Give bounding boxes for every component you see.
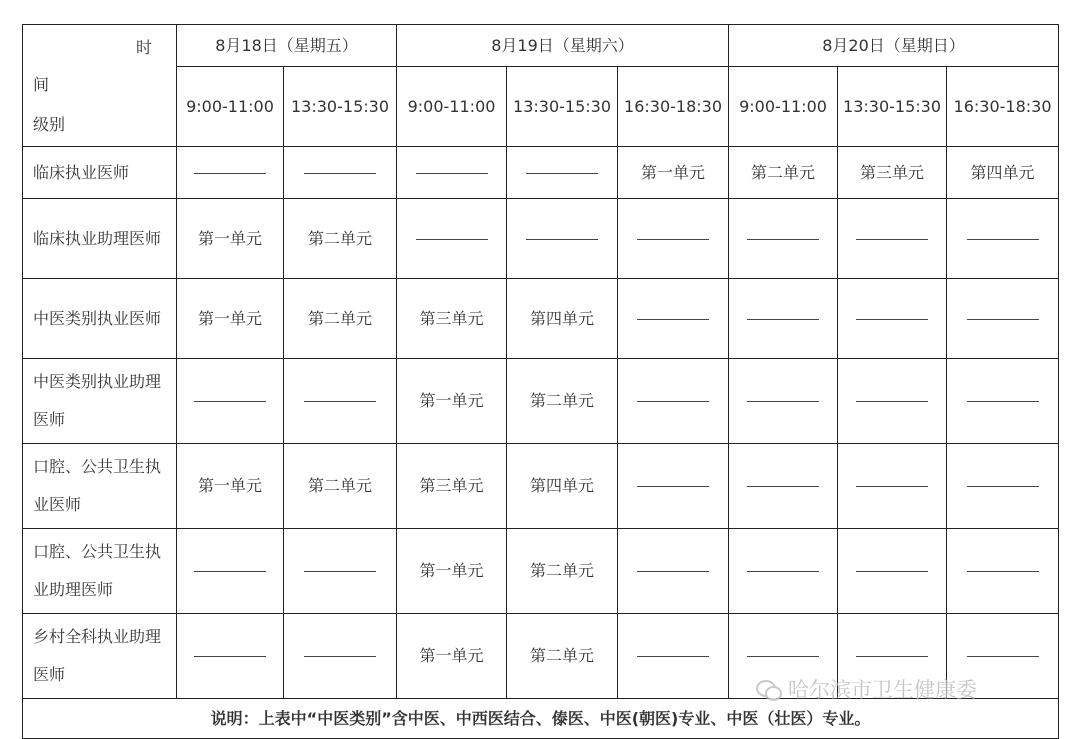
watermark xyxy=(756,674,977,704)
empty-cell xyxy=(618,279,729,359)
dash-line xyxy=(856,571,928,572)
dash-line xyxy=(526,239,598,240)
slot-header: 13:30-15:30 xyxy=(507,67,618,147)
day-header: 8月19日（星期六） xyxy=(397,25,729,67)
empty-cell xyxy=(618,614,729,699)
empty-cell xyxy=(838,279,947,359)
empty-cell xyxy=(507,147,618,199)
dash-line xyxy=(637,656,709,657)
exam-unit-cell: 第四单元 xyxy=(507,444,618,529)
exam-unit-cell: 第一单元 xyxy=(397,529,507,614)
dash-line xyxy=(747,486,819,487)
table-row xyxy=(23,147,1059,199)
row-label: 口腔、公共卫生执业医师 xyxy=(23,444,177,529)
table-row xyxy=(23,444,1059,529)
day-header: 8月18日（星期五） xyxy=(177,25,397,67)
empty-cell xyxy=(397,199,507,279)
dash-line xyxy=(637,571,709,572)
exam-unit-cell: 第一单元 xyxy=(177,444,284,529)
exam-unit-cell: 第二单元 xyxy=(284,199,397,279)
exam-unit-cell: 第一单元 xyxy=(397,614,507,699)
slot-header: 13:30-15:30 xyxy=(838,67,947,147)
slot-header: 9:00-11:00 xyxy=(397,67,507,147)
exam-unit-cell: 第二单元 xyxy=(729,147,838,199)
empty-cell xyxy=(618,359,729,444)
row-label: 中医类别执业医师 xyxy=(23,279,177,359)
empty-cell xyxy=(177,359,284,444)
exam-unit-cell: 第一单元 xyxy=(397,359,507,444)
dash-line xyxy=(856,401,928,402)
slot-header: 9:00-11:00 xyxy=(177,67,284,147)
empty-cell xyxy=(838,529,947,614)
empty-cell xyxy=(177,614,284,699)
exam-schedule-table xyxy=(22,24,1059,739)
dash-line xyxy=(637,239,709,240)
corner-time-label: 时 xyxy=(135,37,152,57)
empty-cell xyxy=(947,359,1059,444)
table-row xyxy=(23,279,1059,359)
corner-time-label-2: 间 xyxy=(33,74,50,94)
exam-unit-cell: 第二单元 xyxy=(507,359,618,444)
dash-line xyxy=(416,239,488,240)
empty-cell xyxy=(729,359,838,444)
exam-unit-cell: 第二单元 xyxy=(284,444,397,529)
empty-cell xyxy=(729,279,838,359)
table-row xyxy=(23,529,1059,614)
dash-line xyxy=(747,656,819,657)
dash-line xyxy=(526,173,598,174)
dash-line xyxy=(967,401,1039,402)
empty-cell xyxy=(618,529,729,614)
empty-cell xyxy=(947,199,1059,279)
exam-unit-cell: 第一单元 xyxy=(177,279,284,359)
exam-unit-cell: 第四单元 xyxy=(507,279,618,359)
empty-cell xyxy=(947,279,1059,359)
slot-header: 16:30-18:30 xyxy=(947,67,1059,147)
empty-cell xyxy=(729,444,838,529)
dash-line xyxy=(304,173,376,174)
dash-line xyxy=(856,486,928,487)
dash-line xyxy=(856,239,928,240)
empty-cell xyxy=(618,444,729,529)
empty-cell xyxy=(284,529,397,614)
dash-line xyxy=(194,571,266,572)
dash-line xyxy=(747,239,819,240)
dash-line xyxy=(194,656,266,657)
dash-line xyxy=(304,656,376,657)
dash-line xyxy=(304,571,376,572)
exam-unit-cell: 第二单元 xyxy=(507,614,618,699)
dash-line xyxy=(747,571,819,572)
day-header: 8月20日（星期日） xyxy=(729,25,1059,67)
empty-cell xyxy=(947,529,1059,614)
dash-line xyxy=(967,656,1039,657)
dash-line xyxy=(304,401,376,402)
dash-line xyxy=(194,173,266,174)
row-label: 乡村全科执业助理医师 xyxy=(23,614,177,699)
dash-line xyxy=(747,319,819,320)
empty-cell xyxy=(838,444,947,529)
empty-cell xyxy=(507,199,618,279)
slot-header: 16:30-18:30 xyxy=(618,67,729,147)
empty-cell xyxy=(284,614,397,699)
exam-unit-cell: 第二单元 xyxy=(284,279,397,359)
dash-line xyxy=(194,401,266,402)
exam-unit-cell: 第二单元 xyxy=(507,529,618,614)
exam-unit-cell: 第三单元 xyxy=(838,147,947,199)
header-corner xyxy=(23,25,177,147)
empty-cell xyxy=(729,199,838,279)
empty-cell xyxy=(618,199,729,279)
dash-line xyxy=(637,486,709,487)
empty-cell xyxy=(284,359,397,444)
dash-line xyxy=(747,401,819,402)
table-row xyxy=(23,359,1059,444)
empty-cell xyxy=(838,359,947,444)
row-label: 中医类别执业助理医师 xyxy=(23,359,177,444)
dash-line xyxy=(416,173,488,174)
slot-header: 13:30-15:30 xyxy=(284,67,397,147)
dash-line xyxy=(856,656,928,657)
exam-unit-cell: 第一单元 xyxy=(618,147,729,199)
table-row xyxy=(23,199,1059,279)
wechat-icon xyxy=(756,678,782,700)
row-label: 临床执业助理医师 xyxy=(23,199,177,279)
dash-line xyxy=(637,319,709,320)
exam-unit-cell: 第一单元 xyxy=(177,199,284,279)
dash-line xyxy=(967,319,1039,320)
dash-line xyxy=(856,319,928,320)
row-label: 口腔、公共卫生执业助理医师 xyxy=(23,529,177,614)
table-note: 说明：上表中“中医类别”含中医、中西医结合、傣医、中医(朝医)专业、中医（壮医）专业。 xyxy=(23,699,1059,739)
corner-level-label: 级别 xyxy=(33,114,66,134)
dash-line xyxy=(967,239,1039,240)
empty-cell xyxy=(729,529,838,614)
empty-cell xyxy=(838,199,947,279)
empty-cell xyxy=(397,147,507,199)
empty-cell xyxy=(947,444,1059,529)
row-label: 临床执业医师 xyxy=(23,147,177,199)
exam-unit-cell: 第四单元 xyxy=(947,147,1059,199)
watermark-text: 哈尔滨市卫生健康委 xyxy=(788,678,977,702)
slot-header: 9:00-11:00 xyxy=(729,67,838,147)
dash-line xyxy=(637,401,709,402)
empty-cell xyxy=(177,529,284,614)
empty-cell xyxy=(177,147,284,199)
dash-line xyxy=(967,571,1039,572)
empty-cell xyxy=(284,147,397,199)
exam-unit-cell: 第三单元 xyxy=(397,279,507,359)
exam-unit-cell: 第三单元 xyxy=(397,444,507,529)
dash-line xyxy=(967,486,1039,487)
